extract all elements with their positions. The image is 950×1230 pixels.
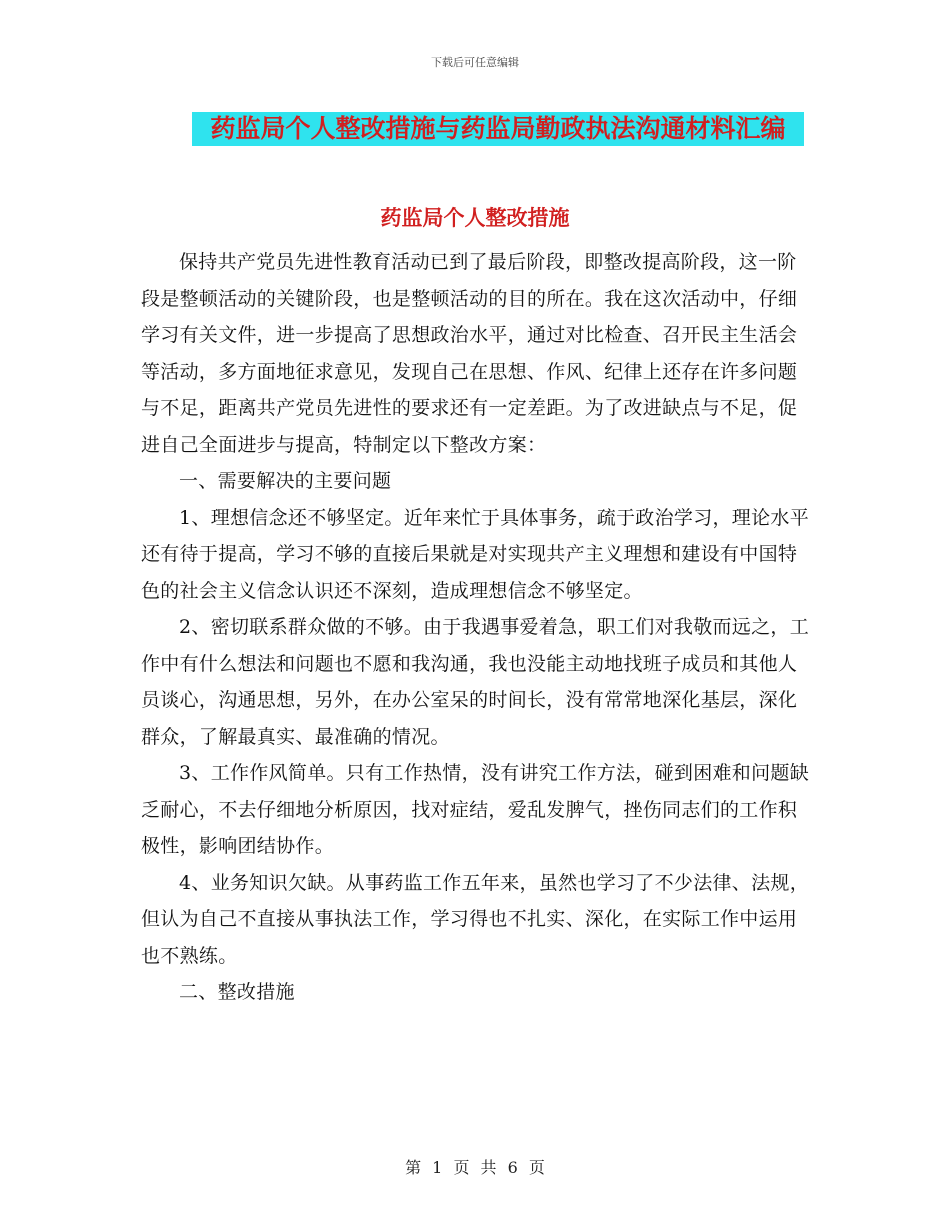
paragraph-item-1: 1、理想信念还不够坚定。近年来忙于具体事务，疏于政治学习，理论水平还有待于提高，学习不够的直接后果就是对实现共产主义理想和建设有中国特色的社会主义信念认识还不深刻，造成理想信念不够坚定。 — [141, 506, 809, 602]
page-indicator: 第 1 页 共 6 页 — [405, 1158, 545, 1177]
paragraph-intro: 保持共产党员先进性教育活动已到了最后阶段，即整改提高阶段，这一阶段是整顿活动的关键阶段，也是整顿活动的目的所在。我在这次活动中，仔细学习有关文件，进一步提高了思想政治水平，通过对比检查、召开民主生活会等活动，多方面地征求意见，发现自己在思想、作风、纪律上还存在许多问题与不足，距离共产党员先进性的要求还有一定差距。为了改进缺点与不足，促进自己全面进步与提高，特制定以下整改方案： — [141, 251, 798, 456]
document-title: 药监局个人整改措施与药监局勤政执法沟通材料汇编 — [192, 112, 804, 146]
paragraph-item-2: 2、密切联系群众做的不够。由于我遇事爱着急，职工们对我敬而远之，工作中有什么想法和问题也不愿和我沟通，我也没能主动地找班子成员和其他人员谈心，沟通思想，另外，在办公室呆的时间长，没有常常地深化基层，深化群众，了解最真实、最准确的情况。 — [141, 616, 809, 748]
heading-main-problems: 一、需要解决的主要问题 — [179, 470, 392, 492]
paragraph-item-4: 4、业务知识欠缺。从事药监工作五年来，虽然也学习了不少法律、法规，但认为自己不直接从事执法工作，学习得也不扎实、深化，在实际工作中运用也不熟练。 — [141, 871, 809, 967]
document-body — [141, 244, 811, 1011]
paragraph-item-3: 3、工作作风简单。只有工作热情，没有讲究工作方法，碰到困难和问题缺乏耐心，不去仔细地分析原因，找对症结，爱乱发脾气，挫伤同志们的工作积极性，影响团结协作。 — [141, 762, 809, 857]
header-note: 下载后可任意编辑 — [431, 56, 519, 69]
heading-rectification-measures: 二、整改措施 — [179, 981, 295, 1003]
section-title: 药监局个人整改措施 — [380, 205, 570, 230]
